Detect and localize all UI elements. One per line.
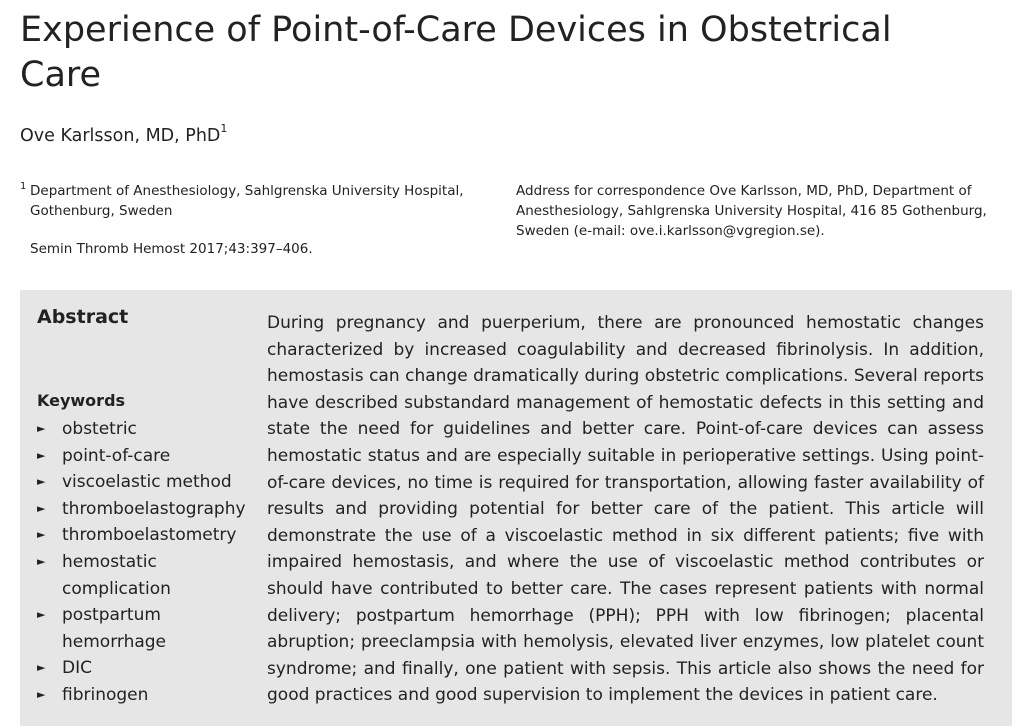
keyword-text: point-of-care xyxy=(62,445,171,466)
affiliation-marker: 1 xyxy=(20,181,27,192)
bullet-arrow-icon: ► xyxy=(37,554,46,568)
bullet-arrow-icon: ► xyxy=(37,608,46,622)
keyword-item xyxy=(37,469,257,496)
keyword-item xyxy=(37,549,257,602)
keyword-text: postpartum hemorrhage xyxy=(62,605,167,652)
bullet-arrow-icon: ► xyxy=(37,687,46,701)
keyword-text: thromboelastometry xyxy=(62,525,237,546)
affiliation xyxy=(20,181,490,221)
citation: Semin Thromb Hemost 2017;43:397–406. xyxy=(30,241,313,257)
correspondence-address: Address for correspondence Ove Karlsson, MD, PhD, Department of Anesthesiology, Sahlgrenska University Hospital, 416 85 Gothenburg, Sweden (e-mail: ove.i.karlsson@vgregion.se). xyxy=(516,183,987,239)
keyword-item xyxy=(37,522,257,549)
keyword-item xyxy=(37,602,257,655)
bullet-arrow-icon: ► xyxy=(37,501,46,515)
abstract-box xyxy=(20,290,1012,726)
author-line xyxy=(20,124,227,146)
keyword-text: obstetric xyxy=(62,419,137,439)
bullet-arrow-icon: ► xyxy=(37,422,46,435)
keyword-item xyxy=(37,443,257,470)
keyword-item xyxy=(37,682,257,709)
keyword-text: viscoelastic method xyxy=(62,472,232,493)
keyword-text: hemostatic complication xyxy=(62,551,171,599)
keyword-text: thromboelastography xyxy=(62,498,246,519)
keyword-item xyxy=(37,655,257,682)
abstract-text: During pregnancy and puerperium, there are pronounced hemostatic changes characterized by increased coagulability and decreased fibrinolysis. In addition, hemostasis can change dramatically during obstetric complications. Several reports have described substandard management of hemostatic defects in this setting and state the need for guidelines and better care. Point-of-care devices can assess hemostatic status and are especially suitable in perioperative settings. Using point-of-care devices, no time is required for transportation, allowing faster availability of results and providing potential for better care of the patient. This article will demonstrate the use of a viscoelastic method in six different patients; five with impaired hemostasis, and where the use of viscoelastic method contributes or should have contributed to better care. The cases represent patients with normal delivery; postpartum hemorrhage (PPH); PPH with low fibrinogen; placental abruption; preeclampsia with hemolysis, elevated liver enzymes, low platelet count syndrome; and finally, one patient with sepsis. This article also shows the need for good practices and good supervision to implement the devices in patient care. xyxy=(267,313,984,706)
affiliation-text: Department of Anesthesiology, Sahlgrenska University Hospital, Gothenburg, Sweden xyxy=(30,183,464,219)
keyword-item xyxy=(37,416,257,443)
keyword-text: fibrinogen xyxy=(62,684,149,705)
bullet-arrow-icon: ► xyxy=(37,528,46,542)
bullet-arrow-icon: ► xyxy=(37,475,46,489)
abstract-heading: Abstract xyxy=(37,306,129,328)
keywords-list xyxy=(37,416,257,709)
article-title: Experience of Point-of-Care Devices in Obstetrical Care xyxy=(20,10,892,95)
keyword-item xyxy=(37,496,257,523)
keywords-heading: Keywords xyxy=(37,391,126,410)
bullet-arrow-icon: ► xyxy=(37,661,46,675)
keyword-text: DIC xyxy=(62,658,92,679)
author-affiliation-marker: 1 xyxy=(220,122,228,135)
author-name: Ove Karlsson, MD, PhD xyxy=(20,125,221,146)
bullet-arrow-icon: ► xyxy=(37,448,46,462)
